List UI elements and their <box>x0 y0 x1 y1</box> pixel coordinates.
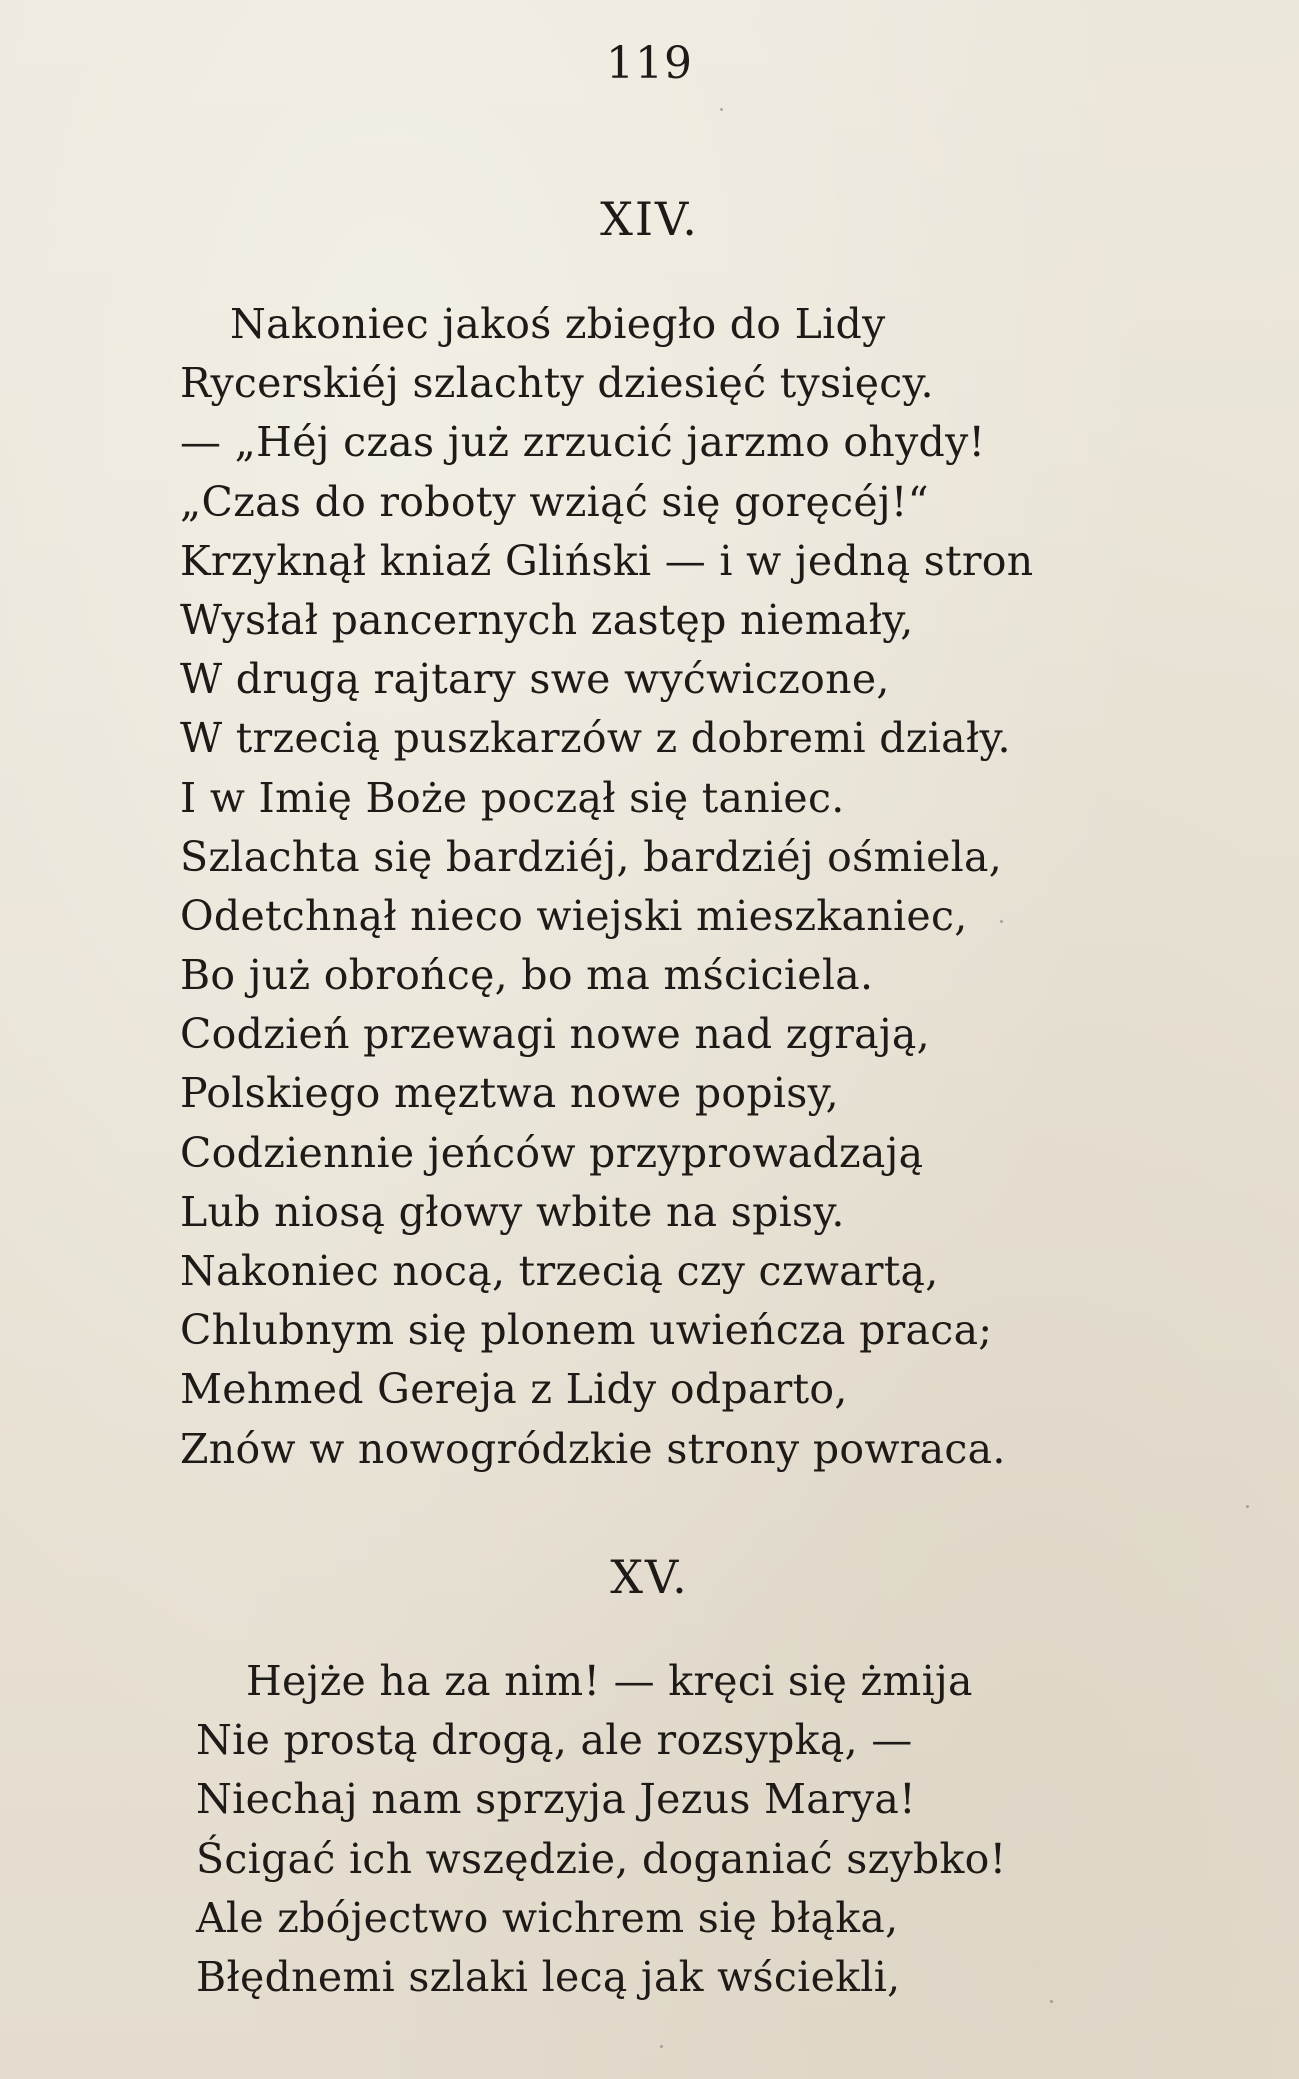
poem-line: Rycerskiéj szlachty dziesięć tysięcy. <box>180 359 934 408</box>
poem-line: Codziennie jeńców przyprowadzają <box>180 1128 924 1177</box>
paper-speck <box>720 108 723 111</box>
poem-section-xiv <box>180 295 1290 1479</box>
poem-line: Mehmed Gereja z Lidy odparto, <box>180 1365 848 1414</box>
poem-line: Błędnemi szlaki lecą jak wściekli, <box>196 1952 901 2001</box>
poem-line: Niechaj nam sprzyja Jezus Marya! <box>196 1775 916 1824</box>
poem-line: Krzyknął kniaź Gliński — i w jedną stron <box>180 536 1034 585</box>
poem-line: W trzecią puszkarzów z dobremi działy. <box>180 714 1011 763</box>
poem-line: Hejże ha za nim! — kręci się żmija <box>246 1657 973 1705</box>
poem-line: Znów w nowogródzkie strony powraca. <box>180 1424 1006 1473</box>
poem-line: W drugą rajtary swe wyćwiczone, <box>180 655 890 704</box>
poem-line: Odetchnął nieco wiejski mieszkaniec, <box>180 891 968 940</box>
poem-line: — „Héj czas już zrzucić jarzmo ohydy! <box>180 418 986 467</box>
section-heading-xiv: XIV. <box>600 192 699 246</box>
poem-line: Wysłał pancernych zastęp niemały, <box>180 595 914 644</box>
poem-line: Nie prostą drogą, ale rozsypką, — <box>196 1716 913 1765</box>
paper-speck <box>1246 1505 1249 1508</box>
poem-line: Nakoniec jakoś zbiegło do Lidy <box>230 300 886 348</box>
poem-line: Szlachta się bardziéj, bardziéj ośmiela, <box>180 832 1003 881</box>
poem-line: Ścigać ich wszędzie, doganiać szybko! <box>196 1834 1007 1883</box>
section-heading-xv: XV. <box>610 1550 689 1604</box>
page-number: 119 <box>606 38 693 89</box>
poem-line: Nakoniec nocą, trzecią czy czwartą, <box>180 1247 939 1295</box>
poem-line: I w Imię Boże począł się taniec. <box>180 773 845 822</box>
poem-line: Chlubnym się plonem uwieńcza praca; <box>180 1306 993 1355</box>
paper-speck <box>1050 2000 1053 2003</box>
paper-speck <box>1000 920 1003 923</box>
poem-line: Polskiego męztwa nowe popisy, <box>180 1069 839 1118</box>
paper-speck <box>660 2045 663 2048</box>
poem-line: Codzień przewagi nowe nad zgrają, <box>180 1010 930 1059</box>
poem-line: „Czas do roboty wziąć się goręcéj!“ <box>180 477 929 526</box>
poem-line: Lub niosą głowy wbite na spisy. <box>180 1187 845 1236</box>
poem-line: Ale zbójectwo wichrem się błąka, <box>196 1893 899 1942</box>
poem-section-xv <box>196 1652 1299 2007</box>
poem-line: Bo już obrońcę, bo ma mściciela. <box>180 951 874 1000</box>
